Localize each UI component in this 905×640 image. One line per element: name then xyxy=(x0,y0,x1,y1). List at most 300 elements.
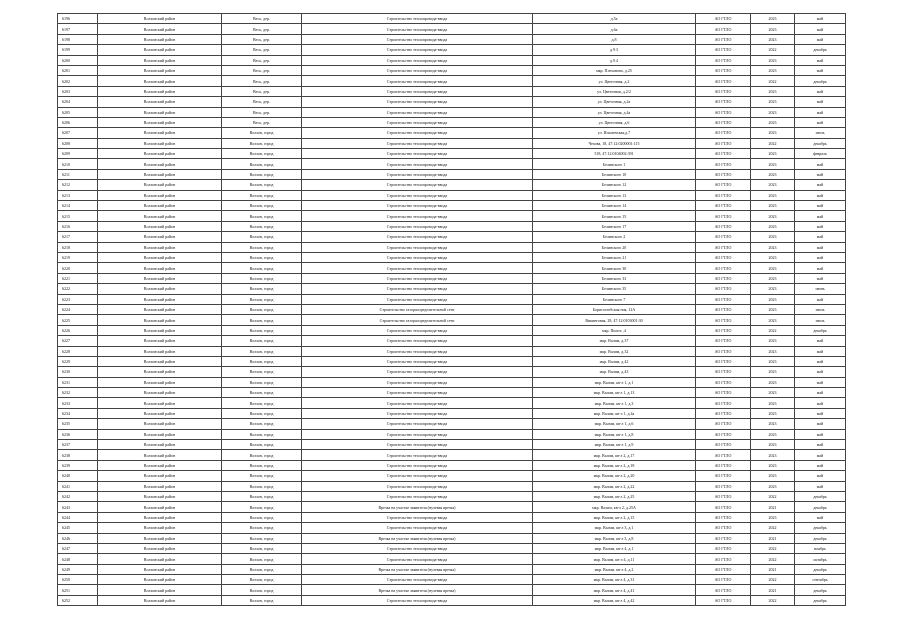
month-cell: декабрь xyxy=(795,76,846,86)
year-cell: 2022 xyxy=(751,325,795,335)
table-row xyxy=(58,211,846,221)
table-row xyxy=(58,481,846,491)
year-cell: 2022 xyxy=(751,491,795,501)
year-cell: 2023 xyxy=(751,419,795,429)
table-row xyxy=(58,242,846,252)
month-cell: май xyxy=(795,107,846,117)
district-cell: Волховский район xyxy=(98,252,222,262)
row-number-cell: 6201 xyxy=(58,65,98,75)
row-number-cell: 6200 xyxy=(58,55,98,65)
work-type-cell: Строительство теплопровода-ввода xyxy=(302,554,533,564)
district-cell: Волховский район xyxy=(98,377,222,387)
work-type-cell: Строительство теплопровода-ввода xyxy=(302,107,533,117)
locality-cell: Волхов, город xyxy=(222,419,302,429)
work-type-cell: Строительство теплопровода-ввода xyxy=(302,481,533,491)
locality-cell: Волхов, город xyxy=(222,149,302,159)
row-number-cell: 6212 xyxy=(58,180,98,190)
address-cell: мкр. Валим, д.42 xyxy=(533,356,696,366)
address-cell: мкр. Валим, д.32 xyxy=(533,346,696,356)
locality-cell: Волхов, город xyxy=(222,180,302,190)
district-cell: Волховский район xyxy=(98,408,222,418)
month-cell: май xyxy=(795,471,846,481)
table-row xyxy=(58,55,846,65)
table-row xyxy=(58,65,846,75)
month-cell: май xyxy=(795,273,846,283)
district-cell: Волховский район xyxy=(98,180,222,190)
table-row xyxy=(58,398,846,408)
month-cell: декабрь xyxy=(795,491,846,501)
address-cell: Белинского 12 xyxy=(533,180,696,190)
locality-cell: Волхов, город xyxy=(222,169,302,179)
year-cell: 2023 xyxy=(751,429,795,439)
locality-cell: Волхов, город xyxy=(222,388,302,398)
address-cell: Белинского 14 xyxy=(533,201,696,211)
locality-cell: Волхов, город xyxy=(222,159,302,169)
company-cell: АО ГТЛО xyxy=(696,481,751,491)
district-cell: Волховский район xyxy=(98,367,222,377)
table-row xyxy=(58,284,846,294)
table-row xyxy=(58,97,846,107)
work-type-cell: Врезка на участке заявителя (нулевая врезка) xyxy=(302,564,533,574)
row-number-cell: 6213 xyxy=(58,190,98,200)
month-cell: май xyxy=(795,388,846,398)
row-number-cell: 6241 xyxy=(58,481,98,491)
month-cell: декабрь xyxy=(795,523,846,533)
company-cell: АО ГТЛО xyxy=(696,533,751,543)
locality-cell: Волхов, город xyxy=(222,460,302,470)
district-cell: Волховский район xyxy=(98,450,222,460)
month-cell: май xyxy=(795,221,846,231)
locality-cell: Волхов, город xyxy=(222,471,302,481)
locality-cell: Волхов, город xyxy=(222,190,302,200)
table-row xyxy=(58,201,846,211)
address-cell: Борисоглебская ноя, 12А xyxy=(533,304,696,314)
row-number-cell: 6225 xyxy=(58,315,98,325)
address-cell: мкр. Валим, кв-л 4, д.2 xyxy=(533,564,696,574)
locality-cell: Волхов, город xyxy=(222,263,302,273)
district-cell: Волховский район xyxy=(98,34,222,44)
table-row xyxy=(58,294,846,304)
month-cell: октябрь xyxy=(795,554,846,564)
row-number-cell: 6239 xyxy=(58,460,98,470)
table-row xyxy=(58,117,846,127)
work-type-cell: Строительство теплопровода-ввода xyxy=(302,14,533,24)
year-cell: 2023 xyxy=(751,211,795,221)
year-cell: 2023 xyxy=(751,232,795,242)
locality-cell: Волхов, город xyxy=(222,595,302,605)
year-cell: 2023 xyxy=(751,190,795,200)
district-cell: Волховский район xyxy=(98,325,222,335)
company-cell: АО ГТЛО xyxy=(696,34,751,44)
locality-cell: Волхов, город xyxy=(222,304,302,314)
address-cell: Белинского 20 xyxy=(533,242,696,252)
address-cell: мкр. Валим, кв-л 2, д.22 xyxy=(533,481,696,491)
table-row xyxy=(58,554,846,564)
work-type-cell: Строительство теплопровода-ввода xyxy=(302,201,533,211)
work-type-cell: Строительство теплопровода-ввода xyxy=(302,419,533,429)
district-cell: Волховский район xyxy=(98,24,222,34)
address-cell: мкр. Плеханово, д.25 xyxy=(533,65,696,75)
year-cell: 2023 xyxy=(751,55,795,65)
company-cell: АО ГТЛО xyxy=(696,543,751,553)
work-type-cell: Строительство теплопровода-ввода xyxy=(302,34,533,44)
locality-cell: Весь, дер. xyxy=(222,14,302,24)
row-number-cell: 6206 xyxy=(58,117,98,127)
company-cell: АО ГТЛО xyxy=(696,232,751,242)
district-cell: Волховский район xyxy=(98,471,222,481)
district-cell: Волховский район xyxy=(98,304,222,314)
address-cell: мкр. Валим, кв-л 2, д.17 xyxy=(533,450,696,460)
table-row xyxy=(58,523,846,533)
year-cell: 2022 xyxy=(751,554,795,564)
row-number-cell: 6220 xyxy=(58,263,98,273)
district-cell: Волховский район xyxy=(98,65,222,75)
table-row xyxy=(58,408,846,418)
district-cell: Волховский район xyxy=(98,336,222,346)
month-cell: май xyxy=(795,408,846,418)
year-cell: 2022 xyxy=(751,45,795,55)
company-cell: АО ГТЛО xyxy=(696,304,751,314)
row-number-cell: 6218 xyxy=(58,242,98,252)
company-cell: АО ГТЛО xyxy=(696,221,751,231)
address-cell: Белинского 1 xyxy=(533,159,696,169)
company-cell: АО ГТЛО xyxy=(696,575,751,585)
address-cell: мкр. Валим, кв-л 1, д.9 xyxy=(533,440,696,450)
locality-cell: Волхов, город xyxy=(222,356,302,366)
table-row xyxy=(58,86,846,96)
row-number-cell: 6226 xyxy=(58,325,98,335)
row-number-cell: 6199 xyxy=(58,45,98,55)
district-cell: Волховский район xyxy=(98,512,222,522)
row-number-cell: 6221 xyxy=(58,273,98,283)
work-type-cell: Строительство теплопровода-ввода xyxy=(302,575,533,585)
locality-cell: Волхов, город xyxy=(222,377,302,387)
locality-cell: Волхов, город xyxy=(222,294,302,304)
table-row xyxy=(58,14,846,24)
address-cell: мкр. Валим, кв-л 2, д.25А xyxy=(533,502,696,512)
work-type-cell: Строительство теплопровода-ввода xyxy=(302,221,533,231)
locality-cell: Волхов, город xyxy=(222,336,302,346)
year-cell: 2023 xyxy=(751,242,795,252)
table-row xyxy=(58,336,846,346)
district-cell: Волховский район xyxy=(98,440,222,450)
table-row xyxy=(58,149,846,159)
company-cell: АО ГТЛО xyxy=(696,117,751,127)
address-cell: Белинского 33 xyxy=(533,273,696,283)
row-number-cell: 6219 xyxy=(58,252,98,262)
company-cell: АО ГТЛО xyxy=(696,419,751,429)
company-cell: АО ГТЛО xyxy=(696,149,751,159)
year-cell: 2023 xyxy=(751,149,795,159)
table-row xyxy=(58,356,846,366)
month-cell: май xyxy=(795,159,846,169)
row-number-cell: 6209 xyxy=(58,149,98,159)
table-row xyxy=(58,491,846,501)
district-cell: Волховский район xyxy=(98,575,222,585)
company-cell: АО ГТЛО xyxy=(696,294,751,304)
year-cell: 2023 xyxy=(751,408,795,418)
row-number-cell: 6227 xyxy=(58,336,98,346)
company-cell: АО ГТЛО xyxy=(696,128,751,138)
month-cell: июнь xyxy=(795,284,846,294)
table-row xyxy=(58,315,846,325)
work-type-cell: Строительство теплопровода-ввода xyxy=(302,65,533,75)
table-row xyxy=(58,564,846,574)
company-cell: АО ГТЛО xyxy=(696,55,751,65)
row-number-cell: 6203 xyxy=(58,86,98,96)
district-cell: Волховский район xyxy=(98,460,222,470)
address-cell: мкр. Валим, кв-л 1, д.8 xyxy=(533,429,696,439)
table-row xyxy=(58,543,846,553)
year-cell: 2023 xyxy=(751,273,795,283)
district-cell: Волховский район xyxy=(98,45,222,55)
year-cell: 2023 xyxy=(751,34,795,44)
table-row xyxy=(58,367,846,377)
row-number-cell: 6246 xyxy=(58,533,98,543)
locality-cell: Волхов, город xyxy=(222,533,302,543)
district-cell: Волховский район xyxy=(98,595,222,605)
row-number-cell: 6250 xyxy=(58,575,98,585)
company-cell: АО ГТЛО xyxy=(696,367,751,377)
address-cell: Викинговая, 28, 47:12:0103001:30 xyxy=(533,315,696,325)
locality-cell: Волхов, город xyxy=(222,284,302,294)
address-cell: Белинского 7 xyxy=(533,294,696,304)
company-cell: АО ГТЛО xyxy=(696,554,751,564)
work-type-cell: Строительство теплопровода-ввода xyxy=(302,55,533,65)
locality-cell: Весь, дер. xyxy=(222,24,302,34)
work-type-cell: Строительство теплопровода-ввода xyxy=(302,149,533,159)
company-cell: АО ГТЛО xyxy=(696,491,751,501)
year-cell: 2023 xyxy=(751,388,795,398)
address-cell: мкр. Валим, кв-л 2, д.15 xyxy=(533,512,696,522)
work-type-cell: Строительство теплопровода-ввода xyxy=(302,128,533,138)
locality-cell: Волхов, город xyxy=(222,575,302,585)
month-cell: сентябрь xyxy=(795,575,846,585)
row-number-cell: 6242 xyxy=(58,491,98,501)
year-cell: 2023 xyxy=(751,65,795,75)
month-cell: июль xyxy=(795,128,846,138)
company-cell: АО ГТЛО xyxy=(696,523,751,533)
month-cell: декабрь xyxy=(795,564,846,574)
month-cell: май xyxy=(795,252,846,262)
month-cell: май xyxy=(795,211,846,221)
locality-cell: Весь, дер. xyxy=(222,86,302,96)
table-row xyxy=(58,502,846,512)
work-type-cell: Строительство теплопровода-ввода xyxy=(302,138,533,148)
locality-cell: Волхов, город xyxy=(222,512,302,522)
year-cell: 2023 xyxy=(751,356,795,366)
locality-cell: Волхов, город xyxy=(222,450,302,460)
company-cell: АО ГТЛО xyxy=(696,450,751,460)
locality-cell: Волхов, город xyxy=(222,273,302,283)
district-cell: Волховский район xyxy=(98,533,222,543)
month-cell: май xyxy=(795,34,846,44)
work-type-cell: Строительство теплопровода-ввода xyxy=(302,76,533,86)
table-row xyxy=(58,273,846,283)
district-cell: Волховский район xyxy=(98,263,222,273)
address-cell: 518, 47:12:0104002:391 xyxy=(533,149,696,159)
month-cell: май xyxy=(795,190,846,200)
district-cell: Волховский район xyxy=(98,211,222,221)
locality-cell: Волхов, город xyxy=(222,491,302,501)
company-cell: АО ГТЛО xyxy=(696,273,751,283)
work-type-cell: Строительство теплопровода-ввода xyxy=(302,97,533,107)
company-cell: АО ГТЛО xyxy=(696,86,751,96)
row-number-cell: 6204 xyxy=(58,97,98,107)
row-number-cell: 6237 xyxy=(58,440,98,450)
work-type-cell: Строительство теплопровода-ввода xyxy=(302,24,533,34)
address-cell: мкр. Валим, д.43 xyxy=(533,367,696,377)
locality-cell: Волхов, город xyxy=(222,523,302,533)
address-cell: мкр. Валим, кв-л 4, д.31 xyxy=(533,575,696,585)
month-cell: май xyxy=(795,367,846,377)
month-cell: декабрь xyxy=(795,45,846,55)
locality-cell: Волхов, город xyxy=(222,564,302,574)
locality-cell: Волхов, город xyxy=(222,554,302,564)
work-type-cell: Строительство теплопровода-ввода xyxy=(302,86,533,96)
district-cell: Волховский район xyxy=(98,554,222,564)
month-cell: май xyxy=(795,242,846,252)
locality-cell: Волхов, город xyxy=(222,128,302,138)
address-cell: мкр. Валим, кв-л 1, д.4а xyxy=(533,408,696,418)
month-cell: февраль xyxy=(795,149,846,159)
table-row xyxy=(58,34,846,44)
district-cell: Волховский район xyxy=(98,107,222,117)
company-cell: АО ГТЛО xyxy=(696,356,751,366)
district-cell: Волховский район xyxy=(98,221,222,231)
year-cell: 2023 xyxy=(751,284,795,294)
month-cell: май xyxy=(795,117,846,127)
year-cell: 2023 xyxy=(751,440,795,450)
year-cell: 2023 xyxy=(751,471,795,481)
month-cell: май xyxy=(795,201,846,211)
address-cell: Белинского 15 xyxy=(533,211,696,221)
locality-cell: Волхов, город xyxy=(222,429,302,439)
year-cell: 2022 xyxy=(751,543,795,553)
work-type-cell: Строительство теплопровода-ввода xyxy=(302,284,533,294)
year-cell: 2023 xyxy=(751,180,795,190)
locality-cell: Волхов, город xyxy=(222,138,302,148)
month-cell: май xyxy=(795,398,846,408)
district-cell: Волховский район xyxy=(98,128,222,138)
address-cell: Белинского 2 xyxy=(533,232,696,242)
row-number-cell: 6238 xyxy=(58,450,98,460)
district-cell: Волховский район xyxy=(98,346,222,356)
district-cell: Волховский район xyxy=(98,149,222,159)
company-cell: АО ГТЛО xyxy=(696,180,751,190)
district-cell: Волховский район xyxy=(98,14,222,24)
table-row xyxy=(58,575,846,585)
district-cell: Волховский район xyxy=(98,190,222,200)
year-cell: 2021 xyxy=(751,564,795,574)
row-number-cell: 6208 xyxy=(58,138,98,148)
district-cell: Волховский район xyxy=(98,294,222,304)
row-number-cell: 6223 xyxy=(58,294,98,304)
district-cell: Волховский район xyxy=(98,97,222,107)
table-row xyxy=(58,429,846,439)
locality-cell: Волхов, город xyxy=(222,543,302,553)
year-cell: 2023 xyxy=(751,221,795,231)
month-cell: май xyxy=(795,419,846,429)
address-cell: мкр. Валим, д.37 xyxy=(533,336,696,346)
address-cell: д.9.3 xyxy=(533,45,696,55)
month-cell: декабрь xyxy=(795,533,846,543)
year-cell: 2021 xyxy=(751,502,795,512)
work-type-cell: Строительство теплопровода-ввода xyxy=(302,242,533,252)
year-cell: 2023 xyxy=(751,481,795,491)
address-cell: мкр. Валим, кв-л 2, д.18 xyxy=(533,460,696,470)
company-cell: АО ГТЛО xyxy=(696,45,751,55)
month-cell: май xyxy=(795,512,846,522)
month-cell: декабрь xyxy=(795,585,846,595)
company-cell: АО ГТЛО xyxy=(696,24,751,34)
year-cell: 2023 xyxy=(751,336,795,346)
work-type-cell: Строительство теплопровода-ввода xyxy=(302,159,533,169)
table-row xyxy=(58,263,846,273)
locality-cell: Волхов, город xyxy=(222,252,302,262)
work-type-cell: Строительство теплопровода-ввода xyxy=(302,367,533,377)
year-cell: 2023 xyxy=(751,169,795,179)
row-number-cell: 6217 xyxy=(58,232,98,242)
row-number-cell: 6222 xyxy=(58,284,98,294)
year-cell: 2023 xyxy=(751,398,795,408)
row-number-cell: 6231 xyxy=(58,377,98,387)
month-cell: май xyxy=(795,336,846,346)
row-number-cell: 6235 xyxy=(58,419,98,429)
locality-cell: Волхов, город xyxy=(222,481,302,491)
row-number-cell: 6251 xyxy=(58,585,98,595)
company-cell: АО ГТЛО xyxy=(696,14,751,24)
row-number-cell: 6240 xyxy=(58,471,98,481)
year-cell: 2023 xyxy=(751,107,795,117)
row-number-cell: 6214 xyxy=(58,201,98,211)
table-row xyxy=(58,440,846,450)
table-row xyxy=(58,107,846,117)
work-type-cell: Строительство теплопровода-ввода xyxy=(302,346,533,356)
locality-cell: Весь, дер. xyxy=(222,76,302,86)
work-type-cell: Строительство теплопровода-ввода xyxy=(302,117,533,127)
work-type-cell: Строительство теплопровода-ввода xyxy=(302,190,533,200)
year-cell: 2023 xyxy=(751,377,795,387)
locality-cell: Волхов, город xyxy=(222,502,302,512)
locality-cell: Весь, дер. xyxy=(222,45,302,55)
district-cell: Волховский район xyxy=(98,55,222,65)
district-cell: Волховский район xyxy=(98,159,222,169)
locality-cell: Волхов, город xyxy=(222,211,302,221)
row-number-cell: 6232 xyxy=(58,388,98,398)
work-type-cell: Строительство теплопровода-ввода xyxy=(302,180,533,190)
work-type-cell: Строительство теплопровода-ввода xyxy=(302,169,533,179)
row-number-cell: 6197 xyxy=(58,24,98,34)
company-cell: АО ГТЛО xyxy=(696,190,751,200)
district-cell: Волховский район xyxy=(98,585,222,595)
work-type-cell: Строительство теплопровода-ввода xyxy=(302,294,533,304)
work-type-cell: Строительство теплопровода-ввода xyxy=(302,408,533,418)
address-cell: Белинского 30 xyxy=(533,263,696,273)
address-cell: Белинского 35 xyxy=(533,284,696,294)
year-cell: 2023 xyxy=(751,512,795,522)
year-cell: 2023 xyxy=(751,86,795,96)
locality-cell: Весь, дер. xyxy=(222,117,302,127)
year-cell: 2023 xyxy=(751,97,795,107)
year-cell: 2023 xyxy=(751,24,795,34)
row-number-cell: 6248 xyxy=(58,554,98,564)
address-cell: Белинского 13 xyxy=(533,190,696,200)
month-cell: май xyxy=(795,86,846,96)
row-number-cell: 6249 xyxy=(58,564,98,574)
month-cell: декабрь xyxy=(795,502,846,512)
company-cell: АО ГТЛО xyxy=(696,377,751,387)
